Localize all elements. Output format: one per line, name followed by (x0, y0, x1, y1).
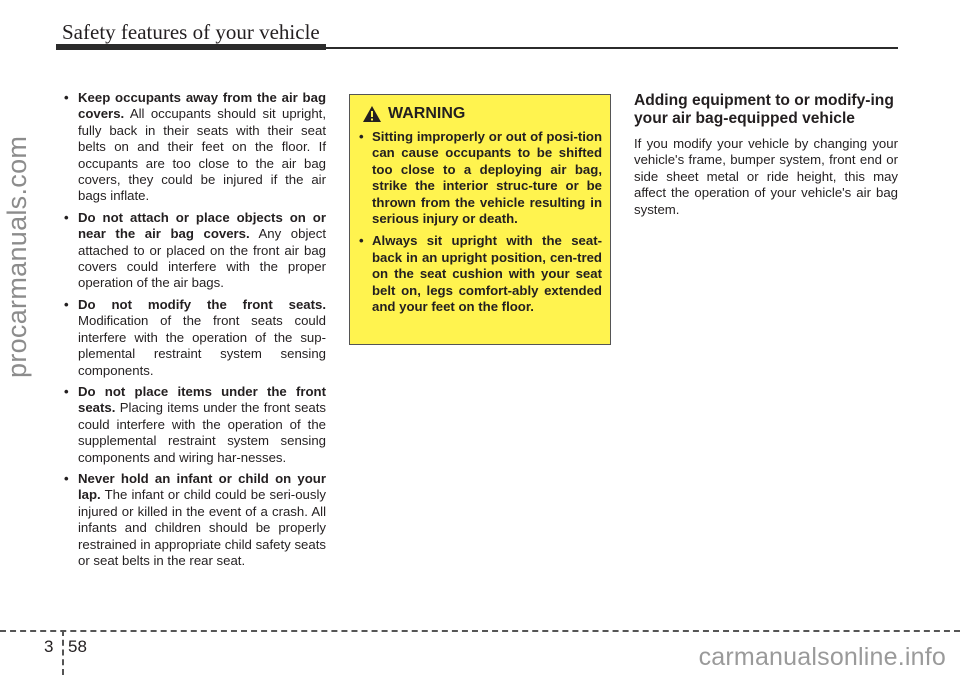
side-watermark: procarmanuals.com (2, 135, 32, 378)
footer-vertical-rule (62, 630, 64, 675)
section-number: 3 (44, 637, 54, 656)
equipment-section (634, 92, 898, 218)
warning-item: • Always sit upright with the seat-back in an upright position, cen-tred on the seat cushion with your seat belt on, legs comfort-ably extended and your feet on the floor. (358, 233, 602, 315)
list-item-text: The infant or child could be seri-ously injured or killed in the event of a crash. All infants and children should be properly restrained in appropriate child safety seats or seat belts in the rear seat. (78, 487, 326, 568)
list-item-text: Modification of the front seats could interfere with the operation of the sup-plemental restraint system sensing components. (78, 313, 326, 378)
list-item-text: Placing items under the front seats could interfere with the operation of the supplemental restraint system sensing components and wiring har-nesses. (78, 400, 326, 465)
warning-triangle-icon (362, 105, 382, 123)
list-item-bold: Do not place items under the front seats. (78, 383, 326, 416)
list-item (62, 471, 326, 569)
warning-header (362, 105, 602, 123)
list-item (62, 90, 326, 205)
warning-box (349, 94, 611, 345)
list-item-bold: Do not attach or place objects on or near the air bag covers. (78, 209, 326, 242)
list-item-bold: Never hold an infant or child on your lap. (78, 470, 326, 503)
list-item-bold: Do not modify the front seats. (78, 296, 326, 312)
safety-tips-list (62, 90, 326, 569)
warning-item: • Sitting improperly or out of posi-tion can cause occupants to be shifted too close to a deploying air bag, strike the interior struc-ture or be thrown from the vehicle resulting in serious injury or death. (358, 129, 602, 227)
section-body: If you modify your vehicle by changing your vehicle's frame, bumper system, front end or side sheet metal or ride height, this may affect the operation of your vehicle's air bag system. (634, 136, 898, 217)
list-item-text: All occupants should sit upright, fully back in their seats with their seat belts on and their feet on the floor. If occupants are too close to the air bag covers, they could be injured if the air bags inflate. (78, 106, 326, 204)
safety-tips-column (62, 90, 326, 574)
header-rule-thick (56, 44, 326, 50)
page-header-title: Safety features of your vehicle (62, 20, 320, 44)
bottom-watermark: carmanualsonline.info (698, 643, 946, 671)
section-heading: Adding equipment to or modify-ing your air bag-equipped vehicle (634, 92, 894, 127)
list-item-text: Any object attached to or placed on the front air bag covers could interfere with the proper operation of the air bags. (78, 226, 326, 291)
warning-list (358, 129, 602, 315)
list-item (62, 210, 326, 292)
header-rule-thin (326, 47, 898, 49)
list-item-bold: Keep occupants away from the air bag covers. (78, 90, 326, 122)
footer-rule (0, 630, 960, 632)
page-number: 58 (68, 637, 87, 656)
list-item (62, 384, 326, 466)
list-item (62, 297, 326, 379)
warning-title: WARNING (388, 105, 466, 122)
